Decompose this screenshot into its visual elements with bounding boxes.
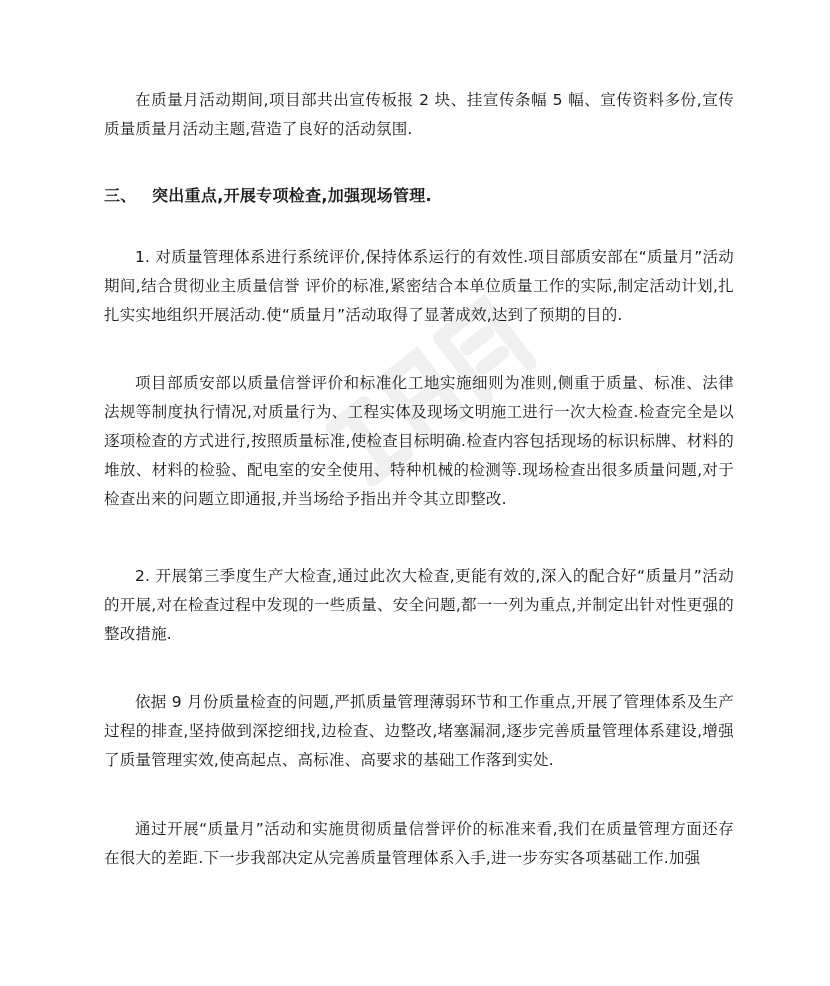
section-heading <box>104 181 734 210</box>
paragraph-item-1: 1. 对质量管理体系进行系统评价,保持体系运行的有效性.项目部质安部在“质量月”活动期间,结合贯彻业主质量信誉 评价的标准,紧密结合本单位质量工作的实际,制定活动计划,扎扎实实地组织开展活动.使“质量月”活动取得了显著成效,达到了预期的目的. <box>104 248 734 324</box>
paragraph-publicity: 在质量月活动期间,项目部共出宣传板报 2 块、挂宣传条幅 5 幅、宣传资料多份,宣传质量质量月活动主题,营造了良好的活动氛围. <box>104 91 734 138</box>
section-heading-text: 突出重点,开展专项检查,加强现场管理. <box>152 186 432 205</box>
section-heading-number: 三、 <box>104 186 137 205</box>
paragraph-september: 依据 9 月份质量检查的问题,严抓质量管理薄弱环节和工作重点,开展了管理体系及生产过程的排查,坚持做到深挖细找,边检查、边整改,堵塞漏洞,逐步完善质量管理体系建设,增强了质量管理实效,使高起点、高标准、高要求的基础工作落到实处. <box>104 693 734 769</box>
paragraph-inspection: 项目部质安部以质量信誉评价和标准化工地实施细则为准则,侧重于质量、标准、法律法规等制度执行情况,对质量行为、工程实体及现场文明施工进行一次大检查.检查完全是以逐项检查的方式进行,按照质量标准,使检查目标明确.检查内容包括现场的标识标牌、材料的堆放、材料的检验、配电室的安全使用、特种机械的检测等.现场检查出很多质量问题,对于检查出来的问题立即通报,并当场给予指出并令其立即整改. <box>104 374 734 508</box>
paragraph-item-2: 2. 开展第三季度生产大检查,通过此次大检查,更能有效的,深入的配合好“质量月”活动的开展,对在检查过程中发现的一些质量、安全问题,都一一列为重点,并制定出针对性更强的整改措施. <box>104 567 734 643</box>
paragraph-conclusion: 通过开展“质量月”活动和实施贯彻质量信誉评价的标准来看,我们在质量管理方面还存在很大的差距.下一步我部决定从完善质量管理体系入手,进一步夯实各项基础工作.加强 <box>104 820 734 867</box>
